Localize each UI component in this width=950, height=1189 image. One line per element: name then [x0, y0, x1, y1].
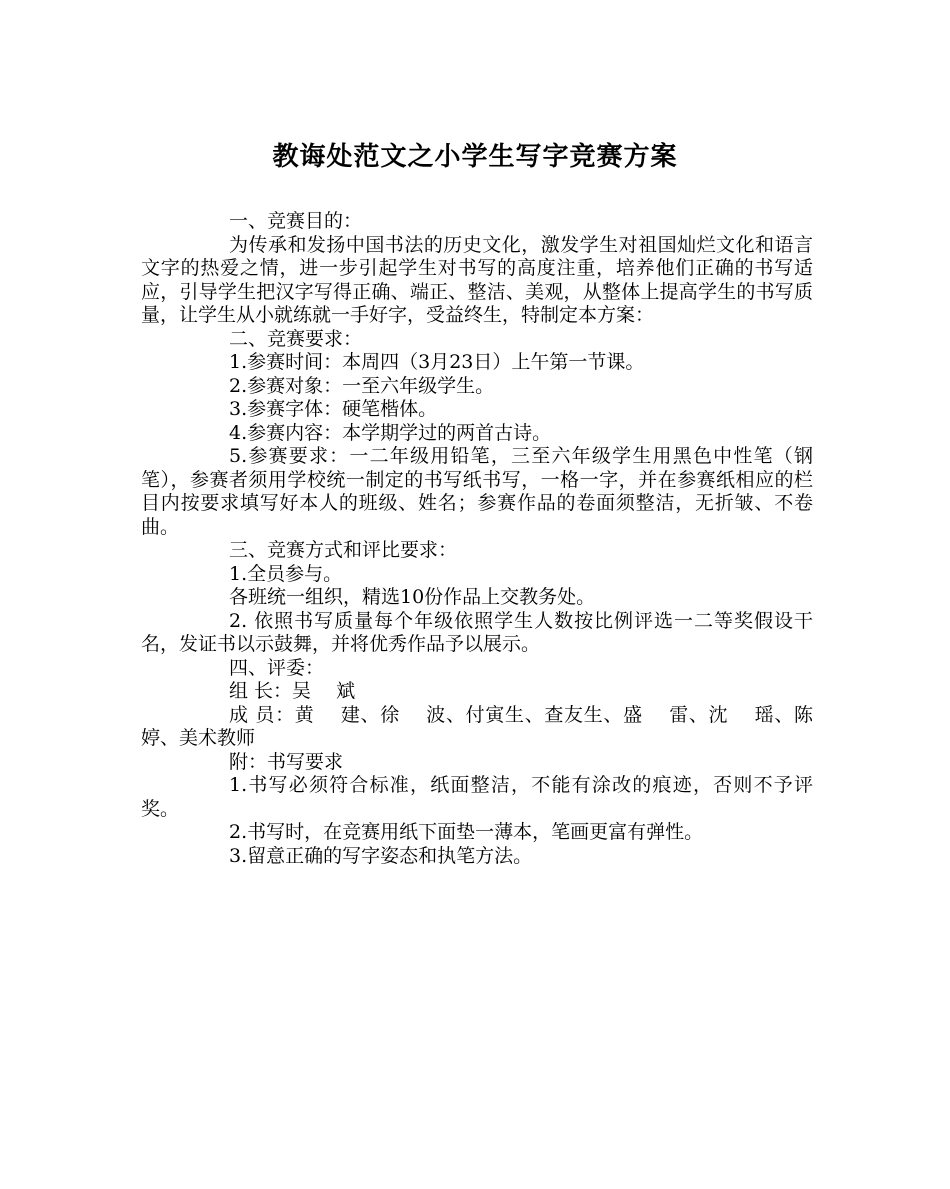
judges-leader: 组 长：吴 斌 — [229, 680, 356, 702]
section-heading-method: 三、竞赛方式和评比要求： — [229, 539, 458, 561]
requirement-rules: 5.参赛要求：一二年级用铅笔，三至六年级学生用黑色中性笔（钢笔），参赛者须用学校统一制定的书写纸书写，一格一字，并在参赛纸相应的栏目内按要求填写好本人的班级、姓名；参赛作品的卷面须整洁，无折皱、不卷曲。 — [141, 445, 813, 538]
document-title: 教诲处范文之小学生写字竞赛方案 — [272, 142, 678, 172]
requirement-content: 4.参赛内容：本学期学过的两首古诗。 — [229, 421, 552, 444]
paragraph-purpose: 为传承和发扬中国书法的历史文化，激发学生对祖国灿烂文化和语言文字的热爱之情，进一步引起学生对书写的高度注重，培养他们正确的书写适应，引导学生把汉字写得正确、端正、整洁、美观，从整体上提高学生的书写质量，让学生从小就练就一手好字，受益终生，特制定本方案： — [141, 233, 813, 326]
method-all-participate: 1.全员参与。 — [229, 562, 343, 585]
section-heading-judges: 四、评委： — [229, 656, 325, 679]
requirement-font: 3.参赛字体：硬笔楷体。 — [229, 398, 438, 420]
section-heading-purpose: 一、竞赛目的： — [229, 210, 363, 232]
judges-members: 成 员：黄 建、徐 波、付寅生、查友生、盛 雷、沈 瑶、陈 婷、美术教师 — [141, 703, 839, 749]
method-awards: 2. 依照书写质量每个年级依照学生人数按比例评选一二等奖假设干名，发证书以示鼓舞，并将优秀作品予以展示。 — [141, 609, 813, 655]
section-heading-requirements: 二、竞赛要求： — [229, 327, 363, 350]
appendix-heading: 附：书写要求 — [229, 750, 344, 773]
method-class-selection: 各班统一组织，精选10份作品上交教务处。 — [229, 586, 596, 608]
document-body — [141, 210, 839, 868]
requirement-participants: 2.参赛对象：一至六年级学生。 — [229, 374, 495, 397]
appendix-item-2: 2.书写时，在竞赛用纸下面垫一薄本，笔画更富有弹性。 — [229, 821, 704, 843]
appendix-item-1: 1.书写必须符合标准，纸面整洁，不能有涂改的痕迹，否则不予评奖。 — [141, 774, 813, 820]
appendix-item-3: 3.留意正确的写字姿态和执笔方法。 — [229, 844, 533, 867]
requirement-time: 1.参赛时间：本周四（3月23日）上午第一节课。 — [229, 351, 645, 373]
